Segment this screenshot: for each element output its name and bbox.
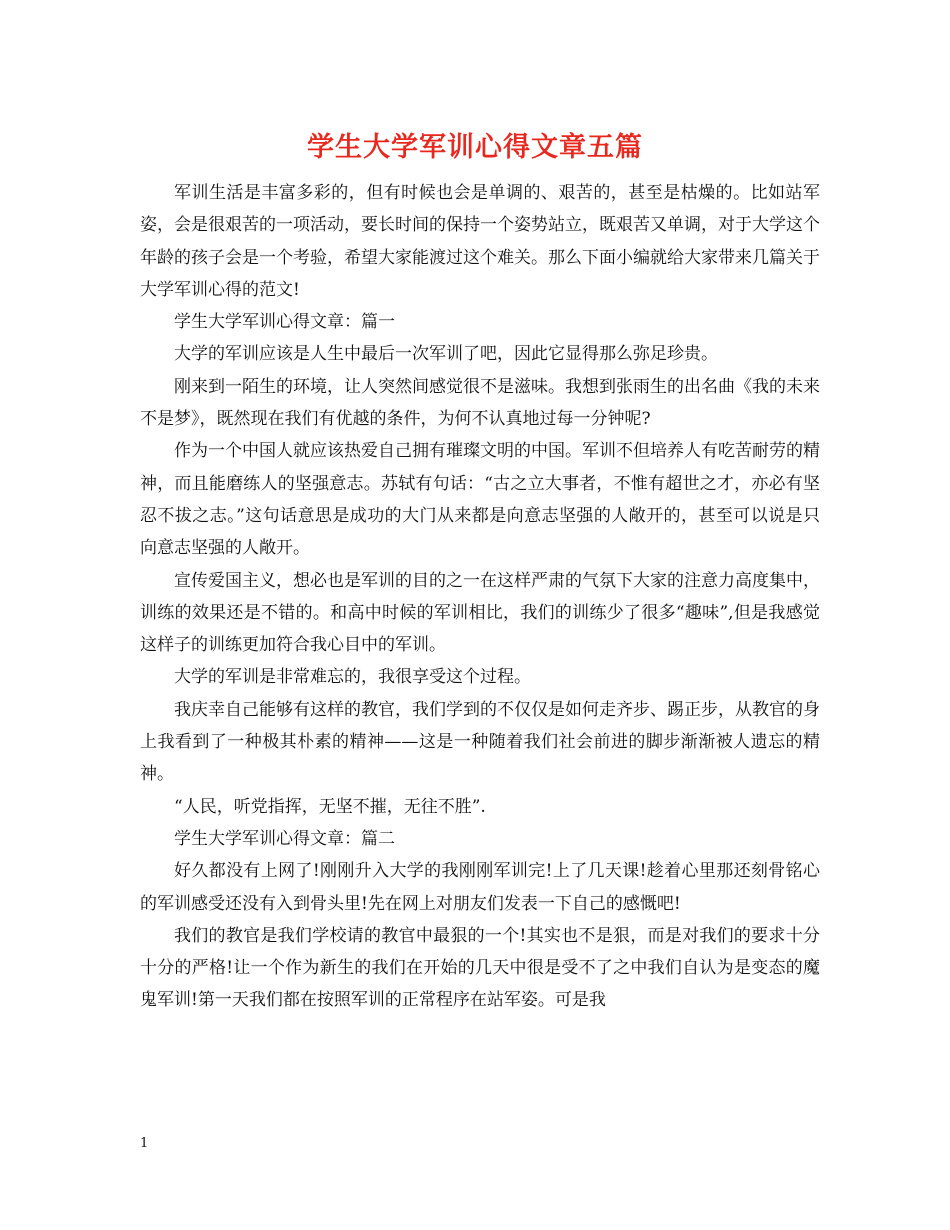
page-number: 1 [140,1136,149,1151]
quote-line: “人民，听党指挥，无坚不摧，无往不胜”. [174,796,486,817]
paragraph: 大学的军训是非常难忘的，我很享受这个过程。 [174,667,531,688]
paragraph: 我们的教官是我们学校请的教官中最狠的一个!其实也不是狠，而是对我们的要求十分十分的严格!让一个作为新生的我们在开始的几天中很是受不了之中我们自认为是变态的魔鬼军训!第一天我们都在按照军训的正常程序在站军姿。可是我 [140,925,820,1011]
document-body [140,177,820,1017]
section-heading-part-two: 学生大学军训心得文章：篇二 [174,828,395,849]
paragraph-intro: 军训生活是丰富多彩的，但有时候也会是单调的、艰苦的，甚至是枯燥的。比如站军姿，会是很艰苦的一项活动，要长时间的保持一个姿势站立，既艰苦又单调，对于大学这个年龄的孩子会是一个考验，希望大家能渡过这个难关。那么下面小编就给大家带来几篇关于大学军训心得的范文! [140,183,820,300]
section-heading-part-one: 学生大学军训心得文章：篇一 [174,312,395,333]
document-title: 学生大学军训心得文章五篇 [307,132,643,163]
paragraph: 我庆幸自己能够有这样的教官，我们学到的不仅仅是如何走齐步、踢正步，从教官的身上我看到了一种极其朴素的精神——这是一种随着我们社会前进的脚步渐渐被人遗忘的精神。 [140,699,820,785]
paragraph: 作为一个中国人就应该热爱自己拥有璀璨文明的中国。军训不但培养人有吃苦耐劳的精神，而且能磨练人的坚强意志。苏轼有句话：“古之立大事者，不惟有超世之才，亦必有坚忍不拔之志。”这句话意思是成功的大门从来都是向意志坚强的人敞开的，甚至可以说是只向意志坚强的人敞开。 [140,441,820,559]
paragraph: 大学的军训应该是人生中最后一次军训了吧，因此它显得那么弥足珍贵。 [174,344,718,365]
paragraph: 刚来到一陌生的环境，让人突然间感觉很不是滋味。我想到张雨生的出名曲《我的未来不是梦》，既然现在我们有优越的条件，为何不认真地过每一分钟呢? [140,376,820,430]
paragraph: 宣传爱国主义，想必也是军训的目的之一在这样严肃的气氛下大家的注意力高度集中，训练的效果还是不错的。和高中时候的军训相比，我们的训练少了很多“趣味”,但是我感觉这样子的训练更加符合我心目中的军训。 [140,570,820,656]
paragraph: 好久都没有上网了!刚刚升入大学的我刚刚军训完!上了几天课!趁着心里那还刻骨铭心的军训感受还没有入到骨头里!先在网上对朋友们发表一下自己的感慨吧! [140,861,820,914]
